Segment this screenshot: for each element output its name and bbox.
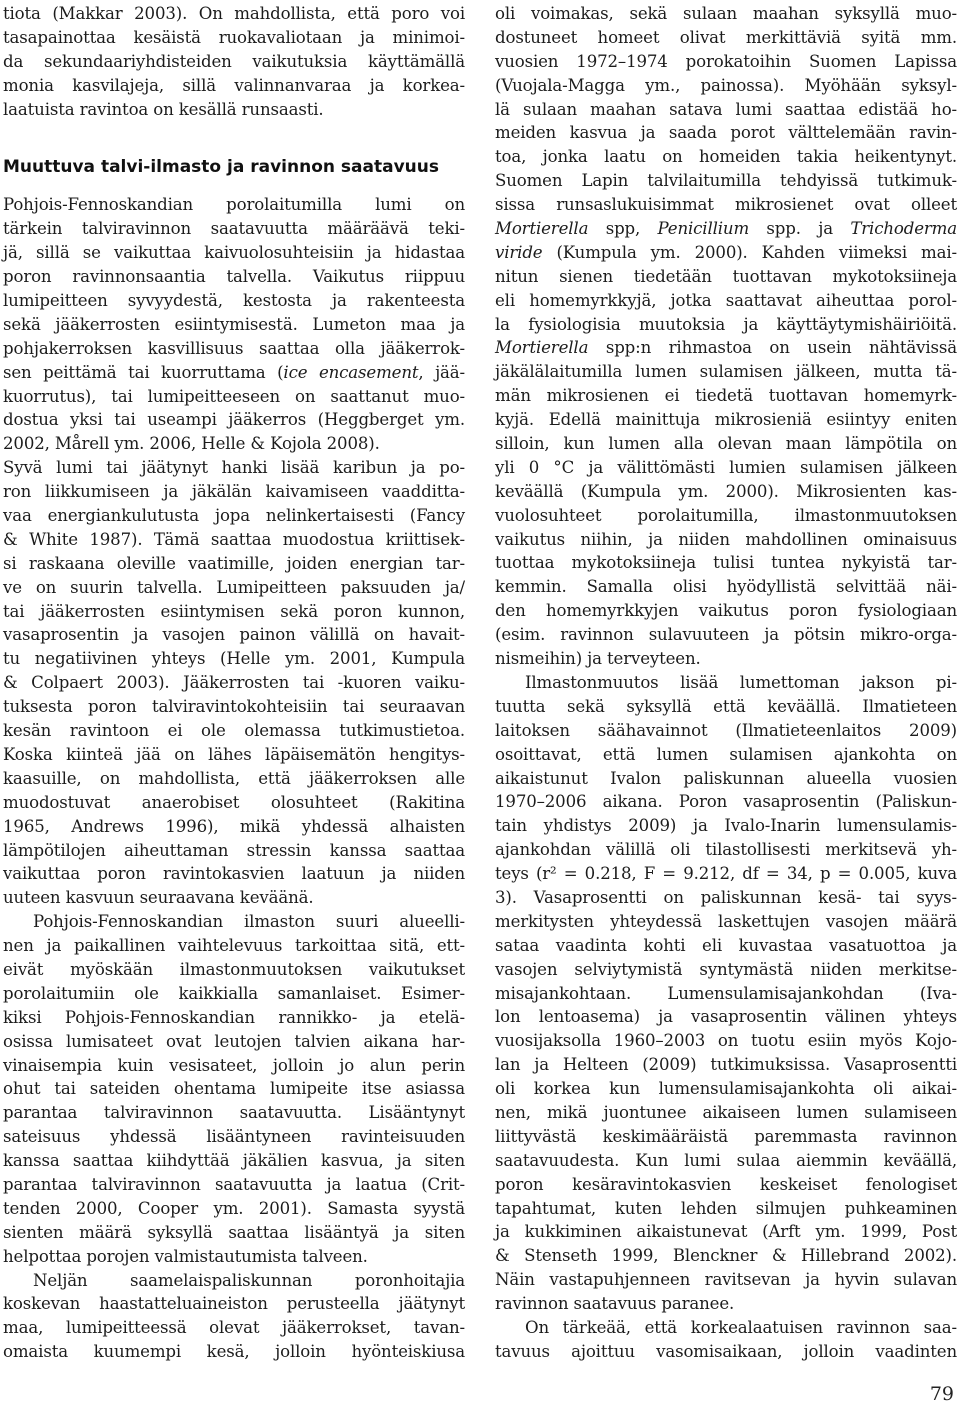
text-line: & Stenseth 1999, Blenckner & Hillebrand 2002).: [495, 1246, 957, 1266]
text-line: yli 0 °C ja välittömästi lumien sulamisen jälkeen: [495, 457, 957, 477]
text-line: Pohjois-Fennoskandian porolaitumilla lumi on: [3, 195, 465, 215]
text-line: (Vuojala-Magga ym., painossa). Myöhään syksyl-: [495, 75, 957, 95]
text-line: kyjä. Edellä mainittuja mikrosieniä esiintyy eniten: [495, 410, 957, 430]
text-line: sissa runsaslukuisimmat mikrosienet ovat olleet: [495, 195, 957, 215]
text-line: 1965, Andrews 1996), mikä yhdessä alhaisten: [3, 816, 465, 836]
text-line: vuosien 1972–1974 porokatoihin Suomen Lapissa: [495, 51, 957, 71]
text-line: laitoksen säähavainnot (Ilmatieteenlaitos 2009): [495, 720, 957, 740]
text-line: tuutta sekä syksyllä että keväällä. Ilmatieteen: [495, 696, 957, 716]
text-line: vuosijaksolla 1960–2003 on tuotu esiin myös Kojo-: [495, 1031, 957, 1051]
text-line: si raskaana oleville vaatimille, joiden energian tar-: [3, 553, 465, 573]
text-line: 3). Vasaprosentti on paliskunnan kesä- tai syys-: [495, 887, 957, 907]
text-line: tavuus ajoittuu vasomisaikaan, jolloin vaadinten: [495, 1341, 957, 1361]
text-line: kuorrutus), tai lumipeitteeseen on saattanut muo-: [3, 386, 465, 406]
text-line-with-italic: Mortierella spp:n rihmastoa on usein nähtävissä: [495, 338, 957, 358]
text-line: uuteen kasvuun seuraavana keväänä.: [3, 888, 314, 908]
text-line: liittyvästä keskimääräistä paremmasta ravinnon: [495, 1126, 957, 1146]
text-line: den homemyrkkyjen vaikutus poron fysiologiaan: [495, 601, 957, 621]
text-line: kesän ravintoon ei ole olemassa tutkimustietoa.: [3, 721, 465, 741]
text-line: porolaitumiin ole kaikkialla samanlaiset. Esimer-: [3, 983, 465, 1003]
text-line: lumipeitteen syvyydestä, kestosta ja rakenteesta: [3, 291, 465, 311]
text-line: parantaa talviravinnon saatavuutta. Lisääntynyt: [3, 1103, 465, 1123]
text-line: aikaistunut Ivalon paliskunnan alueella vuosien: [495, 768, 957, 788]
section-body: [3, 193, 465, 1364]
text-line: tenden 2000, Cooper ym. 2001). Samasta syystä: [3, 1198, 465, 1218]
text-line: tasapainottaa kesäistä ruokavaliotaan ja minimoi-: [3, 27, 465, 47]
text-line: (esim. ravinnon sulavuuteen ja pötsin mikro-orga-: [495, 625, 957, 645]
text-line: merkitysten yhteydessä laskettujen vasojen määrä: [495, 911, 957, 931]
text-line: poron kesäravintokasvien keskeiset fenologiset: [495, 1174, 957, 1194]
text-line-with-italic: viride (Kumpula ym. 2000). Kahden viimeksi mai-: [495, 242, 957, 262]
text-line: kemmin. Samalla olisi hyödyllistä selvittää näi-: [495, 577, 957, 597]
text-line: nen, mikä juontunee aikaiseen lumen sulamiseen: [495, 1102, 957, 1122]
text-line: parantaa talviravinnon saatavuutta ja laatua (Crit-: [3, 1174, 465, 1194]
text-line: oli voimakas, sekä sulaan maahan syksyllä muo-: [495, 4, 957, 23]
text-line: sienten määrä syksyllä saattaa lisääntyä ja siten: [3, 1222, 465, 1242]
text-line: vinaisempia kuin vesisateet, jolloin jo alun perin: [3, 1055, 465, 1075]
text-line-with-italic: Mortierella spp, Penicillium spp. ja Trichoderma: [495, 219, 957, 239]
text-line: nen ja paikallinen vaihtelevuus tarkoittaa sitä, ett-: [3, 936, 465, 956]
text-line: ravinnon saatavuus paranee.: [495, 1294, 735, 1314]
text-line: eli homemyrkkyjä, jotka saattavat aiheuttaa porol-: [495, 290, 957, 310]
text-line: nismeihin) ja terveyteen.: [495, 649, 701, 669]
text-line: sataa vaadinta kohti eli kuvastaa vasatuottoa ja: [495, 935, 957, 955]
text-line: kiksi Pohjois-Fennoskandian rannikko- ja etelä-: [3, 1007, 465, 1027]
text-line: & Colpaert 2003). Jääkerrosten tai -kuoren vaiku-: [3, 673, 465, 693]
text-line: ajankohdan välillä oli tilastollisesti merkitsevä yh-: [495, 840, 957, 860]
text-line: kanssa saattaa kiihdyttää jäkälien kasvua, ja siten: [3, 1151, 465, 1171]
section-heading: Muuttuva talvi-ilmasto ja ravinnon saatavuus: [3, 157, 439, 178]
text-line: pohjakerroksen kasvillisuus saattaa olla jääkerrok-: [3, 338, 465, 358]
text-line: tärkein talviravinnon saatavuutta määräävä teki-: [3, 219, 465, 239]
text-line: koskevan haastatteluaineiston perusteella jäätynyt: [3, 1294, 465, 1314]
text-line: sekä jääkerrosten esiintymisestä. Lumeton maa ja: [3, 314, 465, 334]
text-line: teys (r² = 0.218, F = 9.212, df = 34, p = 0.005, kuva: [495, 864, 957, 884]
text-line: kaasuille, on mahdollista, että jääkerroksen alle: [3, 768, 465, 788]
text-line: vaa energiankulutusta jopa nelinkertaisesti (Fancy: [3, 506, 465, 526]
text-line: tain yhdistys 2009) ja Ivalo-Inarin lumensulamis-: [495, 816, 957, 836]
text-line: osissa lumisateet ovat leutojen talvien aikana har-: [3, 1031, 465, 1051]
intro-paragraph: [3, 2, 465, 121]
text-line: lon lentoasema) ja vasaprosentin välinen yhteys: [495, 1007, 957, 1027]
text-line: omaista kuumempi kesä, jolloin hyönteiskiusa: [3, 1342, 465, 1362]
text-line: tapahtumat, kuten lehden silmujen puhkeaminen: [495, 1198, 957, 1218]
text-line: vaikutus niihin, ja niiden mahdollinen ominaisuus: [495, 529, 957, 549]
text-line: lä sulaan maahan satava lumi saattaa edistää ho-: [495, 99, 957, 119]
text-line: la fysiologisia muutoksia ja käyttäytymishäiriöitä.: [495, 314, 957, 334]
text-line: monia kasvilajeja, sillä valinnanvaraa ja korkea-: [3, 75, 465, 95]
text-line: vaikuttaa poron ravintokasvien laatuun ja niiden: [3, 864, 465, 884]
text-line: ja kukkiminen aikaistunevat (Arft ym. 1999, Post: [495, 1222, 957, 1242]
text-line: ohut tai sateiden ohentama lumipeite itse asiassa: [3, 1079, 465, 1099]
text-line: vasaprosentin ja vasojen painon välillä on havait-: [3, 625, 465, 645]
text-line: jä, sillä se vaikuttaa kaivuolosuhteisiin ja hidastaa: [3, 243, 465, 263]
text-line: Koska kiinteä jää on lähes läpäisemätön hengitys-: [3, 744, 465, 764]
text-line: lämpötilojen aiheuttaman stressin kanssa saattaa: [3, 840, 465, 860]
text-line: Näin vastapuhjenneen ravitsevan ja hyvin sulavan: [495, 1270, 957, 1290]
text-line: saatavuudesta. Kun lumi sulaa aiemmin keväällä,: [495, 1150, 957, 1170]
text-line: vasojen selviytymistä syntymästä niiden merkitse-: [495, 959, 957, 979]
text-line: On tärkeää, että korkealaatuisen ravinnon saa-: [525, 1317, 957, 1337]
text-line: oli korkea kun lumensulamisajankohta oli aikai-: [495, 1079, 957, 1099]
text-line: tiota (Makkar 2003). On mahdollista, että poro voi: [3, 4, 465, 23]
text-line: maa, lumipeitteessä olevat jääkerrokset, tavan-: [3, 1318, 465, 1338]
text-line: silloin, kun lumen alla olevan maan lämpötila on: [495, 434, 957, 454]
text-line: Ilmastonmuutos lisää lumettoman jakson pi-: [525, 672, 957, 692]
text-line: dostua yksi tai useampi jääkerros (Heggberget ym.: [3, 410, 465, 430]
text-line-with-italic: sen peittämä tai kuorruttama (ice encasement, jää-: [3, 362, 466, 382]
text-line: & White 1987). Tämä saattaa muodostua kriittisek-: [3, 529, 465, 549]
text-line: ve on suurin talvella. Lumipeitteen paksuuden ja/: [3, 577, 465, 597]
text-line: sateisuus yhdessä lisääntyneen ravinteisuuden: [3, 1127, 465, 1147]
text-line: män mikrosienen ei tiedetä tuottavan homemyrk-: [495, 386, 957, 406]
text-line: eivät myöskään ilmastonmuutoksen vaikutukset: [3, 959, 465, 979]
text-line: misajankohtaan. Lumensulamisajankohdan (Iva-: [495, 983, 957, 1003]
text-line: Syvä lumi tai jäätynyt hanki lisää karibun ja po-: [3, 458, 465, 478]
text-line: Neljän saamelaispaliskunnan poronhoitajia: [33, 1270, 465, 1290]
text-line: keväällä (Kumpula ym. 2000). Mikrosienten kas-: [495, 481, 957, 501]
text-line: da sekundaariyhdisteiden vaikutuksia käyttämällä: [3, 51, 465, 71]
text-line: helpottaa porojen valmistautumista talveen.: [3, 1246, 368, 1266]
left-column: [3, 2, 465, 1364]
text-line: lan ja Helteen (2009) tutkimuksissa. Vasaprosentti: [495, 1055, 957, 1075]
page-number: 79: [929, 1383, 954, 1405]
text-line: 2002, Mårell ym. 2006, Helle & Kojola 2008).: [3, 434, 380, 454]
text-line: tuksesta poron talviravintokohteisiin tai seuraavan: [3, 697, 465, 717]
text-line: 1970–2006 aikana. Poron vasaprosentin (Paliskun-: [495, 792, 957, 812]
text-line: osoittavat, että lumen sulamisen ajankohta on: [495, 744, 957, 764]
right-column: [495, 2, 957, 1364]
text-line: ron liikkumiseen ja jäkälän kaivamiseen vaadditta-: [3, 482, 465, 502]
text-line: poron ravinnonsaantia talvella. Vaikutus riippuu: [3, 267, 465, 287]
text-line: tai jääkerrosten esiintymisen sekä poron kunnon,: [3, 601, 465, 621]
text-line: toa, jonka laatu on homeiden takia heikentynyt.: [495, 147, 957, 167]
text-line: dostuneet homeet olivat merkittäviä syitä mm.: [495, 27, 957, 47]
text-line: jäkälälaitumilla lumen sulamisen jälkeen, mutta tä-: [495, 362, 957, 382]
text-line: meiden kasvua ja saada porot välttelemään ravin-: [495, 123, 957, 143]
text-line: vuolosuhteet porolaitumilla, ilmastonmuutoksen: [495, 505, 957, 525]
text-line: tuottaa mykotoksiineja tulisi tuntea nykyistä tar-: [495, 553, 957, 573]
text-line: tu negatiivinen yhteys (Helle ym. 2001, Kumpula: [3, 649, 465, 669]
text-line: Pohjois-Fennoskandian ilmaston suuri alueelli-: [33, 912, 465, 932]
text-line: Suomen Lapin talvilaitumilla tehdyissä tutkimuk-: [495, 171, 957, 191]
text-line: muodostuvat anaerobiset olosuhteet (Rakitina: [3, 792, 465, 812]
text-line: laatuista ravintoa on kesällä runsaasti.: [3, 99, 324, 119]
text-line: nitun sienen tiedetään tuottavan mykotoksiineja: [495, 266, 957, 286]
